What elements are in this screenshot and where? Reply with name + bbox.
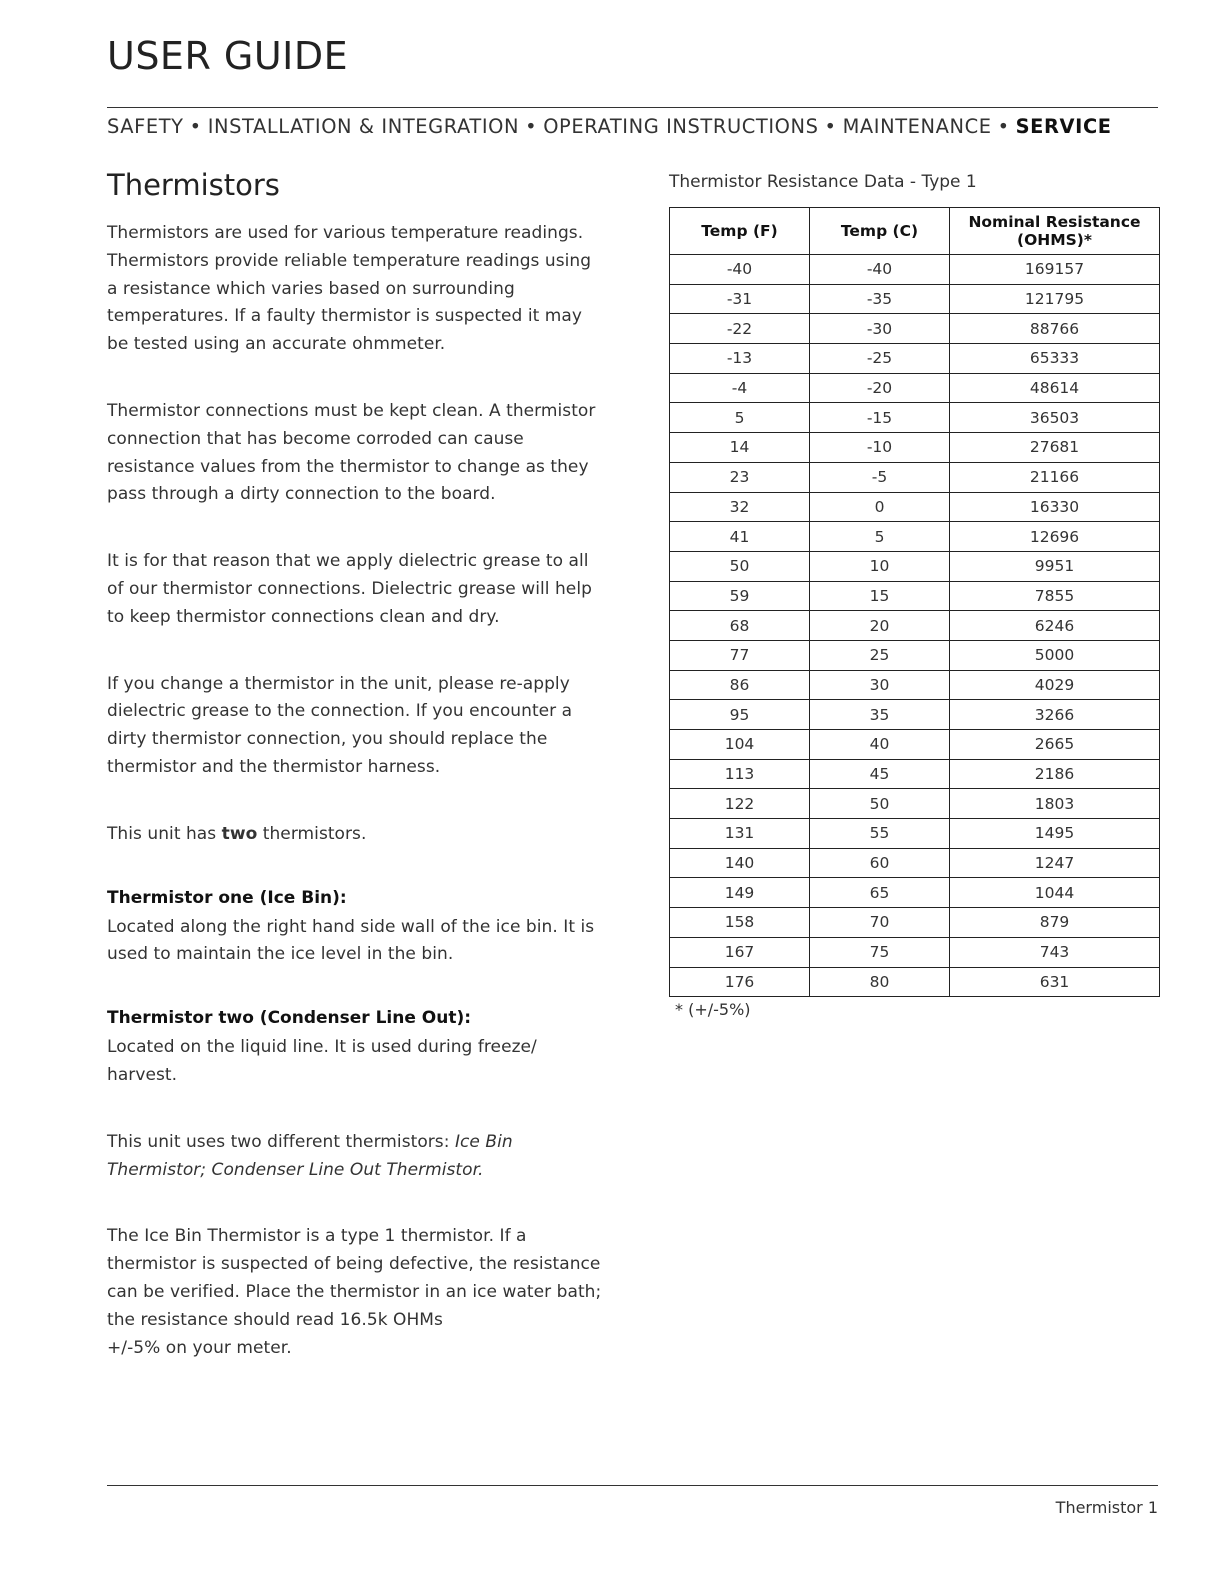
table-row (670, 403, 1160, 433)
temp-c-cell: 20 (810, 611, 950, 641)
table-row (670, 730, 1160, 760)
section-breadcrumb (107, 115, 1167, 138)
temp-c-cell: 10 (810, 551, 950, 581)
footer-divider (107, 1485, 1158, 1486)
resistance-cell: 169157 (950, 255, 1160, 285)
thermistors-text-column (107, 168, 602, 1362)
table-row (670, 878, 1160, 908)
temp-f-cell: 59 (670, 581, 810, 611)
thermistor-types-em-2: Thermistor; Condenser Line Out Thermistor. (107, 1159, 484, 1180)
temp-f-cell: 68 (670, 611, 810, 641)
temp-c-cell: 60 (810, 848, 950, 878)
temp-c-cell: 5 (810, 522, 950, 552)
table-footnote: * (+/-5%) (675, 1000, 751, 1020)
temp-f-cell: 131 (670, 819, 810, 849)
temp-c-cell: 0 (810, 492, 950, 522)
resistance-cell: 743 (950, 937, 1160, 967)
ice-bin-test-line-2: +/-5% on your meter. (107, 1337, 292, 1358)
temp-f-cell: -13 (670, 344, 810, 374)
table-row (670, 522, 1160, 552)
temp-f-cell: -4 (670, 373, 810, 403)
table-row (670, 433, 1160, 463)
nav-item-installation-integration: INSTALLATION & INTEGRATION (207, 115, 520, 138)
table-row (670, 670, 1160, 700)
document-title: USER GUIDE (107, 34, 349, 78)
table-row (670, 284, 1160, 314)
temp-c-cell: 80 (810, 967, 950, 997)
temp-c-cell: 65 (810, 878, 950, 908)
thermistor-one-heading: Thermistor one (Ice Bin): (107, 887, 347, 908)
resistance-cell: 36503 (950, 403, 1160, 433)
resistance-table-column (669, 172, 1160, 1019)
temp-f-cell: 158 (670, 908, 810, 938)
thermistor-count-pre: This unit has (107, 823, 222, 844)
resistance-cell: 4029 (950, 670, 1160, 700)
ice-bin-test-paragraph (107, 1223, 602, 1362)
table-row (670, 581, 1160, 611)
table-row (670, 344, 1160, 374)
table-row (670, 611, 1160, 641)
temp-f-cell: 104 (670, 730, 810, 760)
temp-c-cell: -10 (810, 433, 950, 463)
temp-f-cell: 50 (670, 551, 810, 581)
table-row (670, 848, 1160, 878)
replacement-paragraph: If you change a thermistor in the unit, please re-apply dielectric grease to the connection. If you encounter a dirty thermistor connection, you should replace the thermistor and the thermistor harness. (107, 673, 573, 777)
resistance-cell: 65333 (950, 344, 1160, 374)
section-title: Thermistors (107, 168, 280, 202)
thermistor-two-line-2: harvest. (107, 1064, 178, 1085)
resistance-cell: 7855 (950, 581, 1160, 611)
table-row (670, 551, 1160, 581)
table-row (670, 314, 1160, 344)
temp-c-cell: 70 (810, 908, 950, 938)
table-row (670, 908, 1160, 938)
thermistor-types-pre: This unit uses two different thermistors: (107, 1131, 455, 1152)
temp-c-cell: -15 (810, 403, 950, 433)
table-row (670, 937, 1160, 967)
header-divider (107, 107, 1158, 108)
temp-c-cell: -25 (810, 344, 950, 374)
thermistor-one-description: Located along the right hand side wall of the ice bin. It is used to maintain the ice level in the bin. (107, 916, 595, 965)
thermistor-count-paragraph (107, 821, 602, 849)
temp-f-cell: -22 (670, 314, 810, 344)
temp-f-cell: 95 (670, 700, 810, 730)
temp-f-cell: 23 (670, 462, 810, 492)
nav-item-operating-instructions: OPERATING INSTRUCTIONS (543, 115, 819, 138)
thermistor-two-heading: Thermistor two (Condenser Line Out): (107, 1008, 472, 1029)
temp-f-cell: 86 (670, 670, 810, 700)
temp-c-cell: 55 (810, 819, 950, 849)
temp-f-cell: 122 (670, 789, 810, 819)
thermistor-count-bold: two (221, 823, 258, 844)
table-row (670, 255, 1160, 285)
temp-f-cell: 167 (670, 937, 810, 967)
resistance-cell: 121795 (950, 284, 1160, 314)
table-row (670, 640, 1160, 670)
resistance-cell: 5000 (950, 640, 1160, 670)
table-row (670, 700, 1160, 730)
table-row (670, 462, 1160, 492)
resistance-cell: 1247 (950, 848, 1160, 878)
ice-bin-test-line-1: The Ice Bin Thermistor is a type 1 thermistor. If a thermistor is suspected of being defective, the resistance can be verified. Place the thermistor in an ice water bath; the resistance should read 16.5k OHMs (107, 1226, 602, 1330)
table-body (670, 255, 1160, 997)
temp-f-cell: 149 (670, 878, 810, 908)
dielectric-grease-paragraph: It is for that reason that we apply dielectric grease to all of our thermistor connections. Dielectric grease will help to keep thermistor connections clean and dry. (107, 551, 592, 627)
thermistor-two-description (107, 1034, 602, 1090)
table-row (670, 373, 1160, 403)
temp-c-cell: 40 (810, 730, 950, 760)
resistance-cell: 48614 (950, 373, 1160, 403)
temp-f-cell: 176 (670, 967, 810, 997)
temp-c-cell: -5 (810, 462, 950, 492)
table-row (670, 789, 1160, 819)
thermistor-types-paragraph (107, 1129, 602, 1185)
thermistor-count-post: thermistors. (257, 823, 367, 844)
temp-c-cell: -30 (810, 314, 950, 344)
resistance-cell: 3266 (950, 700, 1160, 730)
temp-c-cell: -20 (810, 373, 950, 403)
temp-c-cell: 75 (810, 937, 950, 967)
nav-item-maintenance: MAINTENANCE (842, 115, 992, 138)
temp-f-cell: 77 (670, 640, 810, 670)
table-header-row (670, 208, 1160, 255)
temp-f-cell: 5 (670, 403, 810, 433)
temp-f-cell: 32 (670, 492, 810, 522)
temp-f-cell: -31 (670, 284, 810, 314)
nav-separator: • (997, 115, 1010, 138)
temp-c-cell: 45 (810, 759, 950, 789)
resistance-cell: 6246 (950, 611, 1160, 641)
thermistor-types-em-1: Ice Bin (454, 1131, 513, 1152)
resistance-cell: 2665 (950, 730, 1160, 760)
resistance-cell: 1803 (950, 789, 1160, 819)
table-row (670, 819, 1160, 849)
temp-c-cell: 35 (810, 700, 950, 730)
connections-paragraph: Thermistor connections must be kept clean. A thermistor connection that has become corroded can cause resistance values from the thermistor to change as they pass through a dirty connection to the board. (107, 400, 596, 505)
resistance-cell: 879 (950, 908, 1160, 938)
resistance-cell: 2186 (950, 759, 1160, 789)
table-row (670, 492, 1160, 522)
temp-f-cell: 140 (670, 848, 810, 878)
table-caption: Thermistor Resistance Data - Type 1 (669, 172, 977, 192)
resistance-cell: 88766 (950, 314, 1160, 344)
header-nominal-resistance: Nominal Resistance (OHMS)* (950, 208, 1160, 255)
intro-paragraph: Thermistors are used for various temperature readings. Thermistors provide reliable temperature readings using a resistance which varies based on surrounding temperatures. If a faulty thermistor is suspected it may be tested using an accurate ohmmeter. (107, 223, 592, 355)
temp-f-cell: -40 (670, 255, 810, 285)
nav-item-safety: SAFETY (107, 115, 184, 138)
header-temp-f: Temp (F) (670, 208, 810, 255)
resistance-cell: 9951 (950, 551, 1160, 581)
table-row (670, 967, 1160, 997)
temp-f-cell: 41 (670, 522, 810, 552)
header-temp-c: Temp (C) (810, 208, 950, 255)
table-row (670, 759, 1160, 789)
temp-c-cell: 25 (810, 640, 950, 670)
temp-f-cell: 113 (670, 759, 810, 789)
temp-c-cell: 15 (810, 581, 950, 611)
resistance-cell: 1495 (950, 819, 1160, 849)
resistance-cell: 1044 (950, 878, 1160, 908)
temp-f-cell: 14 (670, 433, 810, 463)
resistance-cell: 631 (950, 967, 1160, 997)
temp-c-cell: 30 (810, 670, 950, 700)
temp-c-cell: -40 (810, 255, 950, 285)
resistance-table (669, 207, 1160, 997)
temp-c-cell: 50 (810, 789, 950, 819)
nav-separator: • (525, 115, 538, 138)
thermistor-two-line-1: Located on the liquid line. It is used during freeze/ (107, 1037, 537, 1058)
page-footer-label: Thermistor 1 (1055, 1498, 1158, 1517)
resistance-cell: 12696 (950, 522, 1160, 552)
temp-c-cell: -35 (810, 284, 950, 314)
resistance-cell: 27681 (950, 433, 1160, 463)
nav-separator: • (824, 115, 837, 138)
resistance-cell: 16330 (950, 492, 1160, 522)
nav-item-service: SERVICE (1015, 115, 1112, 138)
nav-separator: • (189, 115, 202, 138)
resistance-cell: 21166 (950, 462, 1160, 492)
